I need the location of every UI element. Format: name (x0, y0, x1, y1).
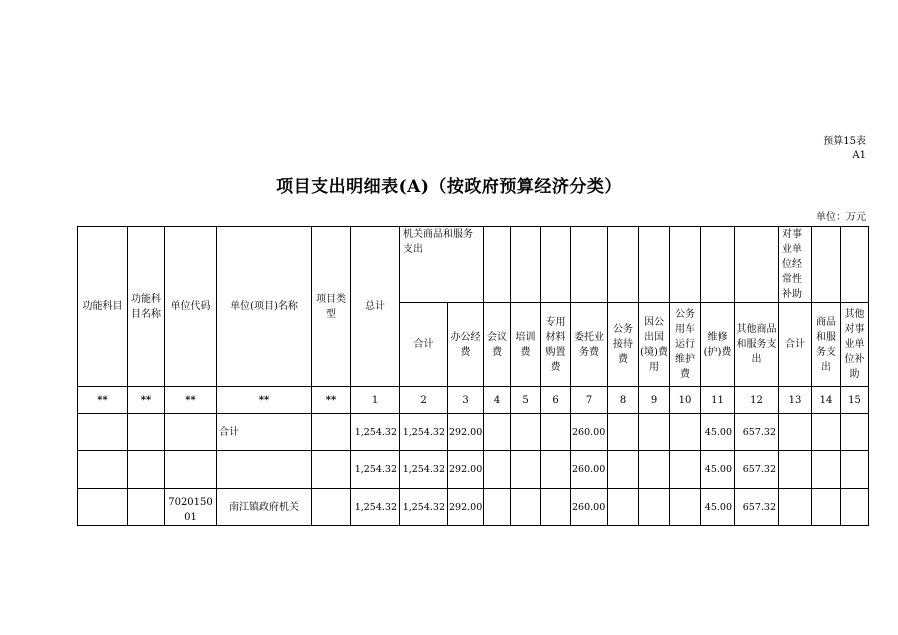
table-row (78, 414, 869, 451)
cell-value: 292.00 (448, 451, 484, 489)
cell-function-name (128, 489, 165, 526)
cell-value (511, 489, 541, 526)
header-total: 总计 (351, 227, 400, 387)
cell-value: 1,254.32 (351, 451, 400, 489)
index-cell: 10 (670, 387, 701, 414)
cell-value: 45.00 (701, 414, 735, 451)
header-sub: 因公出国(境)费用 (639, 303, 670, 387)
index-cell: 6 (541, 387, 571, 414)
cell-project-type (312, 489, 351, 526)
cell-value (608, 489, 639, 526)
form-code: A1 (852, 150, 866, 161)
cell-value (608, 451, 639, 489)
cell-value: 45.00 (701, 451, 735, 489)
index-cell: ** (128, 387, 165, 414)
header-sub: 会议费 (484, 303, 511, 387)
cell-unit-code (165, 451, 217, 489)
cell-function-code (78, 489, 128, 526)
cell-project-type (312, 414, 351, 451)
header-blank (639, 227, 670, 303)
header-sub: 公务接待费 (608, 303, 639, 387)
table-row (78, 451, 869, 489)
cell-value: 1,254.32 (351, 414, 400, 451)
index-cell: ** (312, 387, 351, 414)
index-cell: 13 (779, 387, 812, 414)
header-blank (701, 227, 735, 303)
cell-value (484, 489, 511, 526)
index-cell: 9 (639, 387, 670, 414)
header-sub: 商品和服务支出 (812, 303, 841, 387)
header-sub: 合计 (779, 303, 812, 387)
cell-value (511, 451, 541, 489)
cell-value (779, 489, 812, 526)
cell-function-code (78, 451, 128, 489)
cell-value: 657.32 (735, 451, 779, 489)
cell-value (841, 414, 869, 451)
cell-value: 657.32 (735, 414, 779, 451)
header-sub: 委托业务费 (571, 303, 608, 387)
header-row-1 (78, 227, 869, 303)
header-group-subsidy: 对事业单位经常性补助 (779, 227, 812, 303)
header-sub: 专用材料购置费 (541, 303, 571, 387)
header-unit-name: 单位(项目)名称 (217, 227, 312, 387)
header-unit-code: 单位代码 (165, 227, 217, 387)
cell-unit-name (217, 451, 312, 489)
header-sub: 维修(护)费 (701, 303, 735, 387)
index-cell: 4 (484, 387, 511, 414)
cell-value (639, 414, 670, 451)
cell-value (670, 414, 701, 451)
index-cell: 5 (511, 387, 541, 414)
header-project-type: 项目类型 (312, 227, 351, 387)
cell-value: 260.00 (571, 489, 608, 526)
header-blank (511, 227, 541, 303)
cell-value (670, 489, 701, 526)
cell-value: 260.00 (571, 451, 608, 489)
cell-value: 1,254.32 (400, 451, 448, 489)
cell-unit-code: 702015001 (165, 489, 217, 526)
header-sub: 其他对事业单位补助 (841, 303, 869, 387)
header-blank (735, 227, 779, 303)
index-cell: 2 (400, 387, 448, 414)
cell-unit-name: 合计 (217, 414, 312, 451)
cell-value (841, 489, 869, 526)
cell-unit-name: 南江镇政府机关 (217, 489, 312, 526)
cell-value (779, 451, 812, 489)
cell-value: 1,254.32 (351, 489, 400, 526)
cell-function-name (128, 414, 165, 451)
header-function-code: 功能科目 (78, 227, 128, 387)
budget-table (77, 226, 869, 526)
page-title: 项目支出明细表(A)（按政府预算经济分类） (276, 177, 622, 197)
cell-project-type (312, 451, 351, 489)
cell-value: 1,254.32 (400, 414, 448, 451)
cell-value: 292.00 (448, 489, 484, 526)
cell-value: 657.32 (735, 489, 779, 526)
index-cell: 7 (571, 387, 608, 414)
cell-function-name (128, 451, 165, 489)
cell-value (670, 451, 701, 489)
cell-value (812, 451, 841, 489)
header-blank (541, 227, 571, 303)
header-blank (812, 227, 841, 303)
index-cell: ** (165, 387, 217, 414)
index-cell: 14 (812, 387, 841, 414)
header-sub: 培训费 (511, 303, 541, 387)
index-cell: ** (78, 387, 128, 414)
header-sub: 办公经费 (448, 303, 484, 387)
cell-value (639, 489, 670, 526)
cell-value (779, 414, 812, 451)
cell-value: 260.00 (571, 414, 608, 451)
unit-label: 单位：万元 (816, 212, 866, 223)
header-blank (571, 227, 608, 303)
cell-value (812, 414, 841, 451)
index-cell: 11 (701, 387, 735, 414)
header-group-goods-services: 机关商品和服务支出 (400, 227, 484, 303)
cell-value: 292.00 (448, 414, 484, 451)
index-cell: 8 (608, 387, 639, 414)
table-row (78, 489, 869, 526)
header-blank (841, 227, 869, 303)
cell-value (541, 451, 571, 489)
cell-value (541, 414, 571, 451)
index-cell: 12 (735, 387, 779, 414)
cell-value: 45.00 (701, 489, 735, 526)
index-cell: 3 (448, 387, 484, 414)
index-row (78, 387, 869, 414)
cell-value (812, 489, 841, 526)
cell-value (639, 451, 670, 489)
cell-value (608, 414, 639, 451)
header-sub: 其他商品和服务支出 (735, 303, 779, 387)
cell-value (484, 414, 511, 451)
index-cell: 15 (841, 387, 869, 414)
header-function-name: 功能科目名称 (128, 227, 165, 387)
cell-value (541, 489, 571, 526)
form-number: 预算15表 (823, 136, 866, 147)
header-blank (670, 227, 701, 303)
header-sub: 合计 (400, 303, 448, 387)
cell-value (841, 451, 869, 489)
cell-value (484, 451, 511, 489)
cell-function-code (78, 414, 128, 451)
cell-value (511, 414, 541, 451)
cell-unit-code (165, 414, 217, 451)
header-blank (608, 227, 639, 303)
header-blank (484, 227, 511, 303)
cell-value: 1,254.32 (400, 489, 448, 526)
index-cell: 1 (351, 387, 400, 414)
header-sub: 公务用车运行维护费 (670, 303, 701, 387)
index-cell: ** (217, 387, 312, 414)
